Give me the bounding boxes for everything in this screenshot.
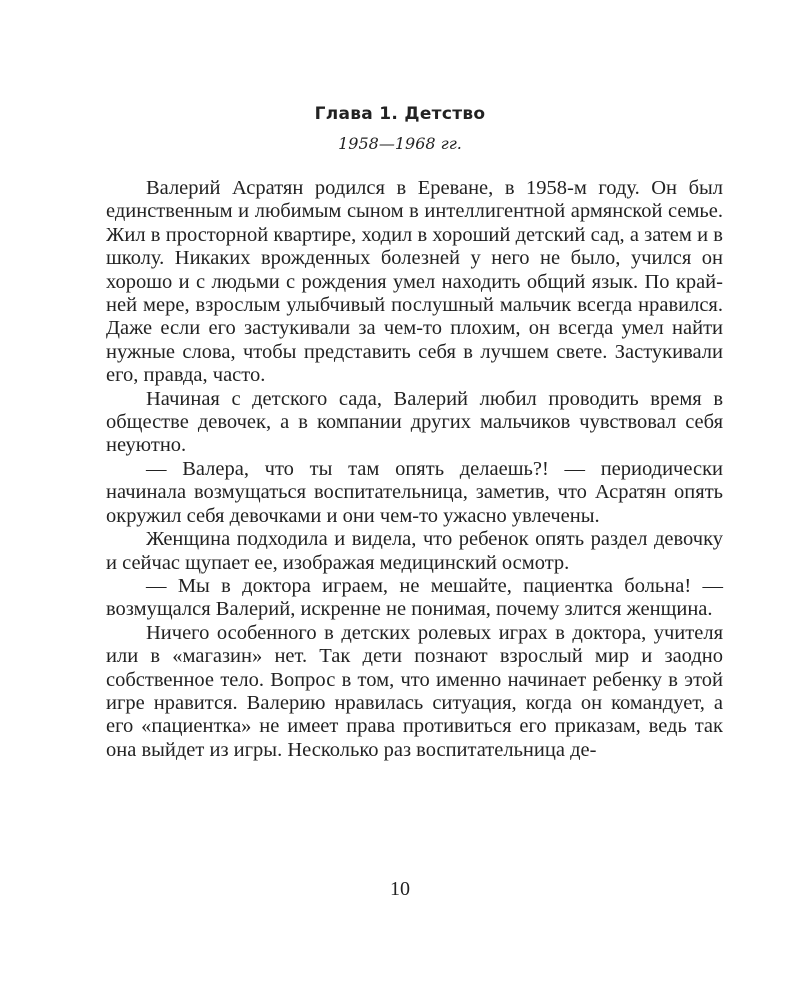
body-text <box>106 177 723 762</box>
paragraph: Начиная с детского сада, Валерий любил проводить время в обществе девочек, а в компании других мальчиков чувствовал себя неуютно. <box>106 387 723 457</box>
chapter-title: Глава 1. Детство <box>314 104 486 124</box>
paragraph: Ничего особенного в детских ролевых играх в доктора, учителя или в «магазин» нет. Так дети познают взрослый мир и заодно собственное тело. Вопрос в том, что именно начинает ребенку в этой игре нравится. Валерию нравилась ситуация, когда он командует, а его «пациентка» не имеет права противиться его приказам, ведь так она выйдет из игры. Несколько раз воспитательница де- <box>106 621 723 761</box>
paragraph: — Валера, что ты там опять делаешь?! — периодически начинала возмущаться воспитательница, заметив, что Асратян опять окружил себя девочками и они чем-то ужасно увлечены. <box>106 457 723 527</box>
paragraph: Валерий Асратян родился в Ереване, в 1958-м году. Он был единственным и любимым сыном в интеллигентной армянской семье. Жил в просторной квартире, ходил в хороший детский сад, а затем и в школу. Никаких врожденных болезней у него не было, учился он хорошо и с людьми с рождения умел находить общий язык. По крайней мере, взрослым улыбчивый послушный мальчик всегда нравился. Даже если его застукивали за чем-то плохим, он всегда умел найти нужные слова, чтобы представить себя в лучшем свете. Застукивали его, правда, часто. <box>106 177 723 387</box>
paragraph: Женщина подходила и видела, что ребенок опять раздел девочку и сейчас щупает ее, изображая медицинский осмотр. <box>106 528 723 574</box>
chapter-years: 1958—1968 гг. <box>338 134 462 153</box>
paragraph: — Мы в доктора играем, не мешайте, пациентка больна! — возмущался Валерий, искренне не понимая, почему злится женщина. <box>106 574 723 621</box>
page-number: 10 <box>390 878 410 900</box>
